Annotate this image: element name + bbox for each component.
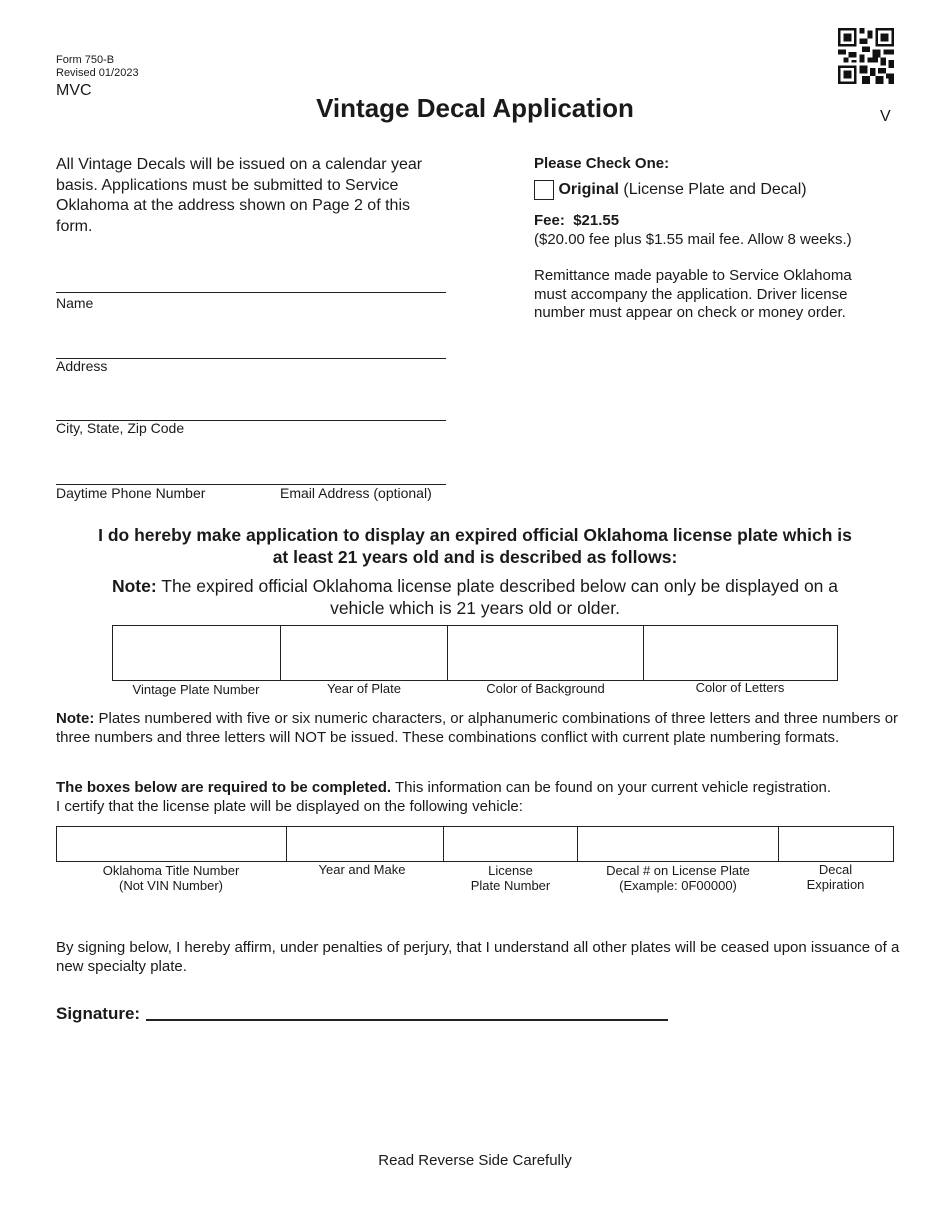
plate-col-label: Year of Plate [327,681,401,696]
intro-text: All Vintage Decals will be issued on a calendar year basis. Applications must be submitted to Service Oklahoma at the address shown on Page 2 of this form. [56,156,423,235]
license-plate-number-input[interactable] [444,827,577,859]
title-number-input[interactable] [56,827,286,859]
vehicle-col-label [287,862,437,877]
form-number: Form 750-B [56,54,115,66]
phone-label: Daytime Phone Number [56,485,206,501]
signature-label: Signature: [56,1004,141,1023]
fee-amount: $21.55 [573,212,620,229]
decal-expiration-input[interactable] [779,827,892,859]
signature-line[interactable] [146,1019,668,1021]
vehicle-required-bold: The boxes below are required to be completed. [56,779,392,796]
original-checkbox[interactable] [534,180,554,200]
vehicle-col-line2: Plate Number [470,878,551,893]
plate-note-text: Plates numbered with five or six numeric characters, or alphanumeric combinations of three letters and three numbers or three numbers and three letters will NOT be issued. These combinations conflict with current plate numbering formats. [56,710,899,746]
declaration-statement: I do hereby make application to display an expired official Oklahoma license plate which is at least 21 years old and is described as follows: [98,525,852,567]
vehicle-certify: I certify that the license plate will be displayed on the following vehicle: [56,798,523,815]
affirmation-text: By signing below, I hereby affirm, under penalties of perjury, that I understand all other plates will be ceased upon issuance of a new specialty plate. [56,939,900,975]
address-label: Address [56,358,108,374]
vehicle-col-line1: Oklahoma Title Number [102,863,240,878]
letters-color-input[interactable] [644,626,836,678]
original-option [534,180,807,200]
original-option-detail: (License Plate and Decal) [623,181,807,199]
plate-col-label: Vintage Plate Number [132,682,260,697]
vehicle-col-line1: Decal # on License Plate [606,863,750,878]
vehicle-col-label [578,863,778,893]
name-line[interactable] [56,290,446,293]
year-make-input[interactable] [287,827,443,859]
vehicle-col-line2: (Not VIN Number) [118,878,224,893]
vehicle-required [56,779,916,798]
vintage-plate-number-input[interactable] [112,626,280,678]
plate-note [56,710,901,747]
background-color-input[interactable] [448,626,643,678]
city-label: City, State, Zip Code [56,420,185,436]
plate-col-label: Color of Background [486,681,605,696]
name-label: Name [56,295,94,311]
vehicle-col-line1: Decal [818,862,853,877]
agency-code: MVC [56,82,92,99]
plate-col-label: Color of Letters [695,680,785,695]
address-line[interactable] [56,356,446,359]
remittance-text: Remittance made payable to Service Oklahoma must accompany the application. Driver license number must appear on check or money order. [534,267,852,321]
year-of-plate-input[interactable] [281,626,447,678]
vehicle-col-label [779,862,892,892]
fee-detail: ($20.00 fee plus $1.55 mail fee. Allow 8 weeks.) [534,231,852,248]
declaration-note-label: Note: [111,576,157,596]
email-label: Email Address (optional) [280,485,432,501]
vehicle-col-label [444,863,577,893]
declaration-note-text: The expired official Oklahoma license plate described below can only be displayed on a vehicle which is 21 years old or older. [161,576,838,618]
corner-letter: V [880,108,891,125]
vehicle-required-rest: This information can be found on your current vehicle registration. [394,779,832,796]
original-option-label: Original [558,181,619,199]
fee-line [534,212,619,229]
page-title: Vintage Decal Application [316,93,634,123]
vehicle-col-label [56,863,286,893]
check-heading: Please Check One: [534,155,670,172]
plate-note-label: Note: [56,710,95,727]
revised-date: Revised 01/2023 [56,67,139,79]
fee-label: Fee: [534,212,565,229]
qr-code-icon [838,28,894,84]
vehicle-col-line1: Year and Make [318,862,406,877]
vehicle-col-line1: License [488,863,533,878]
declaration-note [95,575,855,619]
vehicle-col-line2: Expiration [806,877,865,892]
footer-text: Read Reverse Side Carefully [378,1152,572,1169]
vehicle-col-line2: (Example: 0F00000) [619,878,737,893]
decal-number-input[interactable] [578,827,778,859]
